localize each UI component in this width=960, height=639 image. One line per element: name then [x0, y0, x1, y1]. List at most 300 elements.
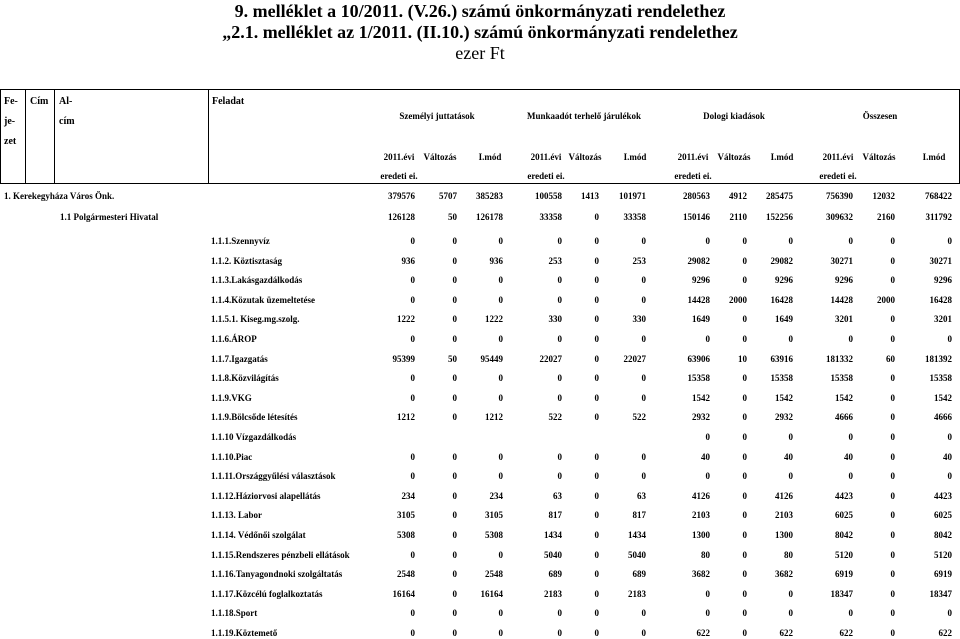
table-row-value: 0 — [848, 334, 853, 344]
office-row-value: 2160 — [877, 212, 895, 222]
table-row-value: 40 — [844, 451, 853, 462]
table-row-value: 0 — [890, 451, 895, 462]
page-title: 9. melléklet a 10/2011. (V.26.) számú önkormányzati rendelethez — [234, 1, 726, 21]
table-row-value: 6025 — [934, 510, 952, 521]
table-row-value: 5040 — [544, 549, 562, 560]
table-row-value: 6919 — [934, 569, 952, 580]
grid-line — [0, 89, 960, 90]
table-row-value: 0 — [452, 510, 457, 521]
table-row-value: 6919 — [835, 569, 853, 580]
table-row-value: 0 — [594, 373, 599, 384]
table-row-value: 30271 — [830, 255, 853, 266]
table-row-value: 0 — [452, 275, 457, 286]
row-code: 1.1.5.1. — [211, 314, 241, 325]
row-code: 1.1.18. — [211, 608, 236, 619]
table-row-value: 817 — [632, 510, 646, 521]
table-row-value: 63916 — [770, 353, 793, 364]
table-row-value: 0 — [890, 530, 895, 540]
summary-row-value: 5707 — [439, 191, 457, 201]
table-row-value: 0 — [947, 608, 952, 619]
table-row-value: 1542 — [835, 392, 853, 403]
table-row-value: 0 — [890, 569, 895, 580]
table-row-value: 0 — [742, 549, 747, 560]
table-row-value: 0 — [742, 530, 747, 540]
row-name: Háziorvosi alapellátás — [235, 490, 321, 501]
header-alcim: cím — [59, 116, 75, 127]
table-row-value: 1222 — [485, 314, 503, 325]
table-row-value: 0 — [742, 471, 747, 482]
header-sub: Változás — [423, 152, 457, 162]
table-row-value: 0 — [742, 255, 747, 266]
office-row-value: 50 — [448, 212, 457, 222]
table-row-value: 3201 — [934, 314, 952, 325]
table-row-value: 622 — [839, 628, 853, 638]
table-row-value: 8042 — [934, 530, 952, 540]
table-row-value: 2932 — [692, 412, 710, 423]
table-row-value: 0 — [890, 510, 895, 521]
table-row-label — [211, 275, 302, 286]
table-row-value: 0 — [410, 236, 415, 246]
row-code: 1.1.12. — [211, 490, 236, 501]
table-row-label — [211, 354, 268, 365]
table-row-value: 0 — [452, 628, 457, 638]
table-row-value: 0 — [498, 373, 503, 384]
table-row-value: 1434 — [544, 530, 562, 540]
table-row-label — [211, 530, 306, 541]
header-alcim: Al- — [59, 96, 73, 107]
table-row-value: 16164 — [480, 588, 503, 599]
row-name: Rendszeres pénzbeli ellátások — [235, 549, 350, 560]
row-code: 1.1.6. — [211, 334, 232, 344]
table-row-value: 9296 — [934, 275, 952, 286]
table-row-value: 0 — [742, 236, 747, 246]
row-name: Bölcsőde létesítés — [231, 412, 298, 423]
table-row-value: 1434 — [628, 530, 646, 540]
table-row-value: 0 — [742, 628, 747, 638]
table-row-value: 2000 — [729, 294, 747, 305]
table-row-value: 0 — [498, 236, 503, 246]
table-row-value: 95399 — [392, 353, 415, 364]
office-row-value: 33358 — [539, 212, 562, 222]
table-row-value: 0 — [890, 490, 895, 501]
table-row-value: 0 — [594, 628, 599, 638]
header-feje: Fe- — [4, 96, 18, 107]
header-sub2: eredeti ei. — [380, 171, 418, 181]
table-row-value: 0 — [890, 255, 895, 266]
table-row-value: 4666 — [934, 412, 952, 423]
table-row-value: 2548 — [485, 569, 503, 580]
table-row-value: 16164 — [392, 588, 415, 599]
summary-row-value: 756390 — [826, 191, 853, 201]
row-name: Közcélú foglalkoztatás — [235, 588, 323, 599]
table-row-value: 0 — [452, 608, 457, 619]
office-row-value: 152256 — [766, 212, 793, 222]
table-row-label — [211, 432, 296, 443]
table-row-value: 0 — [452, 451, 457, 462]
table-row-value: 16428 — [770, 294, 793, 305]
table-row-value: 5120 — [835, 549, 853, 560]
summary-row-value: 100558 — [535, 191, 562, 201]
table-row-value: 0 — [742, 569, 747, 580]
header-cim: Cím — [30, 96, 49, 107]
table-row-value: 4423 — [835, 490, 853, 501]
table-row-value: 330 — [632, 314, 646, 325]
grid-line — [25, 89, 26, 184]
table-row-value: 0 — [890, 412, 895, 423]
table-row-value: 0 — [594, 490, 599, 501]
grid-line — [0, 89, 1, 184]
table-row-value: 0 — [410, 471, 415, 482]
table-row-value: 0 — [452, 236, 457, 246]
table-row-value: 2548 — [397, 569, 415, 580]
header-sub: I.mód — [922, 152, 946, 162]
table-row-value: 9296 — [775, 275, 793, 286]
table-row-label — [211, 314, 300, 325]
table-row-value: 622 — [938, 628, 952, 638]
row-code: 1.1.2. — [211, 255, 234, 266]
office-row-value: 0 — [594, 212, 599, 222]
header-feje: je- — [4, 116, 16, 127]
table-row-value: 0 — [641, 451, 646, 462]
table-row-value: 0 — [594, 412, 599, 423]
table-row-value: 2932 — [775, 412, 793, 423]
table-row-value: 0 — [410, 294, 415, 305]
table-row-value: 29082 — [687, 255, 710, 266]
summary-row-value: 385283 — [476, 191, 503, 201]
table-row-value: 22027 — [623, 353, 646, 364]
table-row-value: 0 — [947, 471, 952, 482]
row-name: Köztemető — [235, 628, 278, 638]
table-row-value: 0 — [848, 608, 853, 619]
table-row-value: 0 — [498, 549, 503, 560]
table-row-value: 6025 — [835, 510, 853, 521]
table-row-value: 0 — [557, 392, 562, 403]
row-code: 1.1.7. — [211, 353, 232, 364]
row-code: 1.1.14. — [211, 530, 238, 540]
table-row-value: 40 — [784, 451, 793, 462]
table-row-value: 29082 — [770, 255, 793, 266]
table-row-value: 0 — [452, 588, 457, 599]
table-row-value: 0 — [742, 373, 747, 384]
row-name: Védőnői szolgálat — [237, 530, 306, 540]
summary-row-label: 1. Kerekegyháza Város Önk. — [4, 191, 115, 201]
table-row-value: 0 — [890, 373, 895, 384]
table-row-value: 0 — [742, 392, 747, 403]
table-row-value: 622 — [696, 628, 710, 638]
page-title: „2.1. melléklet az 1/2011. (II.10.) számú önkormányzati rendelethez — [222, 22, 738, 42]
table-row-value: 18347 — [830, 588, 853, 599]
table-row-value: 0 — [641, 294, 646, 305]
row-name: Sport — [235, 608, 258, 619]
table-row-value: 0 — [788, 471, 793, 482]
table-row-value: 3201 — [835, 314, 853, 325]
table-row-value: 0 — [594, 255, 599, 266]
header-feladat: Feladat — [212, 96, 245, 107]
table-row-value: 0 — [557, 294, 562, 305]
table-row-value: 0 — [890, 392, 895, 403]
table-row-value: 0 — [410, 451, 415, 462]
table-row-value: 0 — [594, 530, 599, 540]
table-row-label — [211, 569, 342, 580]
row-code: 1.1.17. — [211, 588, 236, 599]
table-row-value: 253 — [548, 255, 562, 266]
table-row-value: 5120 — [934, 549, 952, 560]
table-row-value: 0 — [452, 549, 457, 560]
table-row-value: 0 — [594, 588, 599, 599]
office-row-value: 309632 — [826, 212, 853, 222]
table-row-value: 15358 — [687, 373, 710, 384]
table-row-value: 0 — [641, 334, 646, 344]
table-row-value: 40 — [701, 451, 710, 462]
table-row-value: 0 — [947, 432, 952, 442]
office-row-value: 126128 — [388, 212, 415, 222]
table-row-value: 0 — [947, 236, 952, 246]
table-row-value: 0 — [788, 432, 793, 442]
table-row-value: 0 — [742, 588, 747, 599]
table-row-value: 522 — [548, 412, 562, 423]
table-row-value: 16428 — [929, 294, 952, 305]
summary-row-value: 280563 — [683, 191, 710, 201]
table-row-value: 1542 — [775, 392, 793, 403]
table-row-value: 1212 — [397, 412, 415, 423]
row-code: 1.1.11. — [211, 471, 236, 482]
table-row-value: 0 — [890, 314, 895, 325]
row-code: 1.1.19. — [211, 628, 236, 638]
table-row-value: 0 — [594, 334, 599, 344]
table-row-value: 689 — [632, 569, 646, 580]
table-row-value: 0 — [410, 549, 415, 560]
row-name: Vízgazdálkodás — [235, 432, 297, 442]
table-row-value: 0 — [498, 451, 503, 462]
header-sub: I.mód — [478, 152, 502, 162]
header-sub: 2011.évi — [822, 152, 854, 162]
table-row-value: 10 — [738, 353, 747, 364]
table-row-value: 0 — [594, 608, 599, 619]
table-row-label — [211, 510, 262, 521]
table-row-value: 1300 — [775, 530, 793, 540]
summary-row-value: 1413 — [581, 191, 599, 201]
table-row-value: 0 — [557, 608, 562, 619]
office-row-value: 33358 — [623, 212, 646, 222]
office-row-value: 2110 — [729, 212, 747, 222]
table-row-value: 63906 — [687, 353, 710, 364]
header-sub2: eredeti ei. — [819, 171, 857, 181]
table-row-value: 0 — [890, 588, 895, 599]
row-code: 1.1.10 — [211, 432, 236, 442]
table-row-value: 4126 — [775, 490, 793, 501]
header-sub: 2011.évi — [677, 152, 709, 162]
table-row-value: 1542 — [692, 392, 710, 403]
table-row-value: 0 — [594, 471, 599, 482]
table-row-value: 0 — [594, 549, 599, 560]
table-row-label — [211, 373, 279, 384]
table-row-value: 0 — [890, 608, 895, 619]
table-row-value: 0 — [742, 314, 747, 325]
table-row-value: 0 — [557, 373, 562, 384]
table-row-label — [211, 452, 252, 463]
table-row-value: 1222 — [397, 314, 415, 325]
table-row-value: 0 — [410, 275, 415, 286]
table-row-value: 95449 — [480, 353, 503, 364]
table-row-value: 522 — [632, 412, 646, 423]
table-row-value: 0 — [594, 392, 599, 403]
table-row-value: 0 — [705, 608, 710, 619]
summary-row-value: 101971 — [619, 191, 646, 201]
row-code: 1.1.8. — [211, 373, 232, 384]
table-row-value: 30271 — [929, 255, 952, 266]
table-row-value: 0 — [452, 490, 457, 501]
table-row-value: 0 — [594, 353, 599, 364]
table-row-value: 8042 — [835, 530, 853, 540]
header-sub: 2011.évi — [530, 152, 562, 162]
table-row-label — [211, 471, 336, 482]
office-row-value: 311792 — [925, 212, 952, 222]
table-row-value: 0 — [848, 432, 853, 442]
table-row-value: 0 — [557, 236, 562, 246]
table-row-value: 234 — [401, 490, 415, 501]
table-row-value: 60 — [886, 353, 895, 364]
table-row-value: 253 — [632, 255, 646, 266]
row-name: Piac — [235, 451, 253, 462]
header-feje: zet — [4, 136, 17, 147]
table-row-value: 0 — [498, 392, 503, 403]
table-row-value: 5040 — [628, 549, 646, 560]
table-row-value: 181332 — [826, 353, 853, 364]
table-row-value: 15358 — [929, 373, 952, 384]
table-row-value: 0 — [498, 294, 503, 305]
table-row-value: 0 — [788, 608, 793, 619]
table-row-value: 4126 — [692, 490, 710, 501]
table-row-value: 0 — [890, 236, 895, 246]
row-name: VKG — [231, 392, 252, 403]
row-name: Országgyűlési választások — [235, 471, 336, 482]
grid-line — [208, 89, 209, 184]
table-row-value: 0 — [890, 471, 895, 482]
table-row-value: 0 — [742, 510, 747, 521]
row-name: Közvilágítás — [231, 373, 279, 384]
header-sub: Változás — [717, 152, 751, 162]
table-row-value: 0 — [594, 451, 599, 462]
table-row-value: 2103 — [692, 510, 710, 521]
table-row-value: 80 — [784, 549, 793, 560]
table-row-value: 0 — [410, 608, 415, 619]
header-sub: I.mód — [623, 152, 647, 162]
table-row-value: 689 — [548, 569, 562, 580]
table-row-value: 330 — [548, 314, 562, 325]
table-row-label — [211, 589, 323, 600]
table-row-value: 1649 — [775, 314, 793, 325]
table-row-value: 0 — [498, 275, 503, 286]
table-row-label — [211, 295, 315, 306]
header-sub2: eredeti ei. — [527, 171, 565, 181]
header-sub: Változás — [568, 152, 602, 162]
table-row-value: 1212 — [485, 412, 503, 423]
table-row-label — [211, 608, 257, 619]
table-row-value: 0 — [557, 628, 562, 638]
header-sub: I.mód — [770, 152, 794, 162]
table-row-value: 0 — [594, 294, 599, 305]
table-row-value: 181392 — [925, 353, 952, 364]
summary-row-value: 4912 — [729, 191, 747, 201]
table-row-value: 0 — [705, 471, 710, 482]
table-row-value: 1649 — [692, 314, 710, 325]
header-sub: Változás — [862, 152, 896, 162]
table-row-value: 0 — [742, 412, 747, 423]
table-row-value: 0 — [557, 471, 562, 482]
office-row-value: 126178 — [476, 212, 503, 222]
table-row-value: 0 — [410, 628, 415, 638]
table-row-value: 80 — [701, 549, 710, 560]
table-row-value: 0 — [498, 608, 503, 619]
table-row-value: 2183 — [628, 588, 646, 599]
table-row-value: 0 — [788, 588, 793, 599]
summary-row-value: 12032 — [872, 191, 895, 201]
table-row-value: 0 — [498, 471, 503, 482]
table-row-value: 63 — [553, 490, 562, 501]
row-name: ÁROP — [231, 334, 257, 344]
table-row-value: 0 — [890, 275, 895, 286]
table-row-value: 18347 — [929, 588, 952, 599]
table-row-value: 0 — [742, 334, 747, 344]
table-row-value: 0 — [452, 255, 457, 266]
summary-row-value: 285475 — [766, 191, 793, 201]
header-group: Munkaadót terhelő járulékok — [526, 111, 641, 121]
table-row-label — [211, 412, 297, 423]
table-row-value: 40 — [943, 451, 952, 462]
table-row-value: 0 — [705, 588, 710, 599]
table-row-value: 5308 — [397, 530, 415, 540]
row-code: 1.1.9. — [211, 412, 232, 423]
table-row-label — [211, 491, 321, 502]
table-row-value: 14428 — [687, 294, 710, 305]
table-row-label — [211, 334, 257, 345]
table-row-value: 0 — [641, 608, 646, 619]
table-row-value: 0 — [641, 373, 646, 384]
table-row-value: 3682 — [692, 569, 710, 580]
table-row-value: 0 — [452, 412, 457, 423]
header-group: Összesen — [862, 111, 898, 121]
row-code: 1.1.3. — [211, 275, 232, 286]
table-row-value: 50 — [448, 353, 457, 364]
table-row-value: 0 — [594, 510, 599, 521]
table-row-value: 0 — [848, 236, 853, 246]
table-row-value: 9296 — [835, 275, 853, 286]
table-row-value: 936 — [489, 255, 503, 266]
table-row-value: 0 — [742, 275, 747, 286]
table-row-value: 0 — [788, 334, 793, 344]
table-row-value: 0 — [594, 314, 599, 325]
table-row-value: 0 — [641, 392, 646, 403]
table-row-value: 0 — [742, 490, 747, 501]
table-row-value: 63 — [637, 490, 646, 501]
header-group: Dologi kiadások — [703, 111, 765, 121]
row-code: 1.1.13. — [211, 510, 238, 521]
row-name: Tanyagondnoki szolgáltatás — [235, 569, 343, 580]
table-row-value: 0 — [742, 608, 747, 619]
grid-line — [0, 183, 960, 184]
office-row-value: 150146 — [683, 212, 710, 222]
table-row-value: 0 — [890, 549, 895, 560]
table-row-label — [211, 550, 350, 561]
table-row-value: 0 — [890, 334, 895, 344]
table-row-value: 2183 — [544, 588, 562, 599]
header-group: Személyi juttatások — [399, 111, 475, 121]
table-row-value: 5308 — [485, 530, 503, 540]
row-name: Kiseg.mg.szolg. — [240, 314, 300, 325]
row-name: Szennyvíz — [231, 236, 270, 246]
table-row-value: 0 — [452, 569, 457, 580]
table-row-value: 0 — [452, 314, 457, 325]
